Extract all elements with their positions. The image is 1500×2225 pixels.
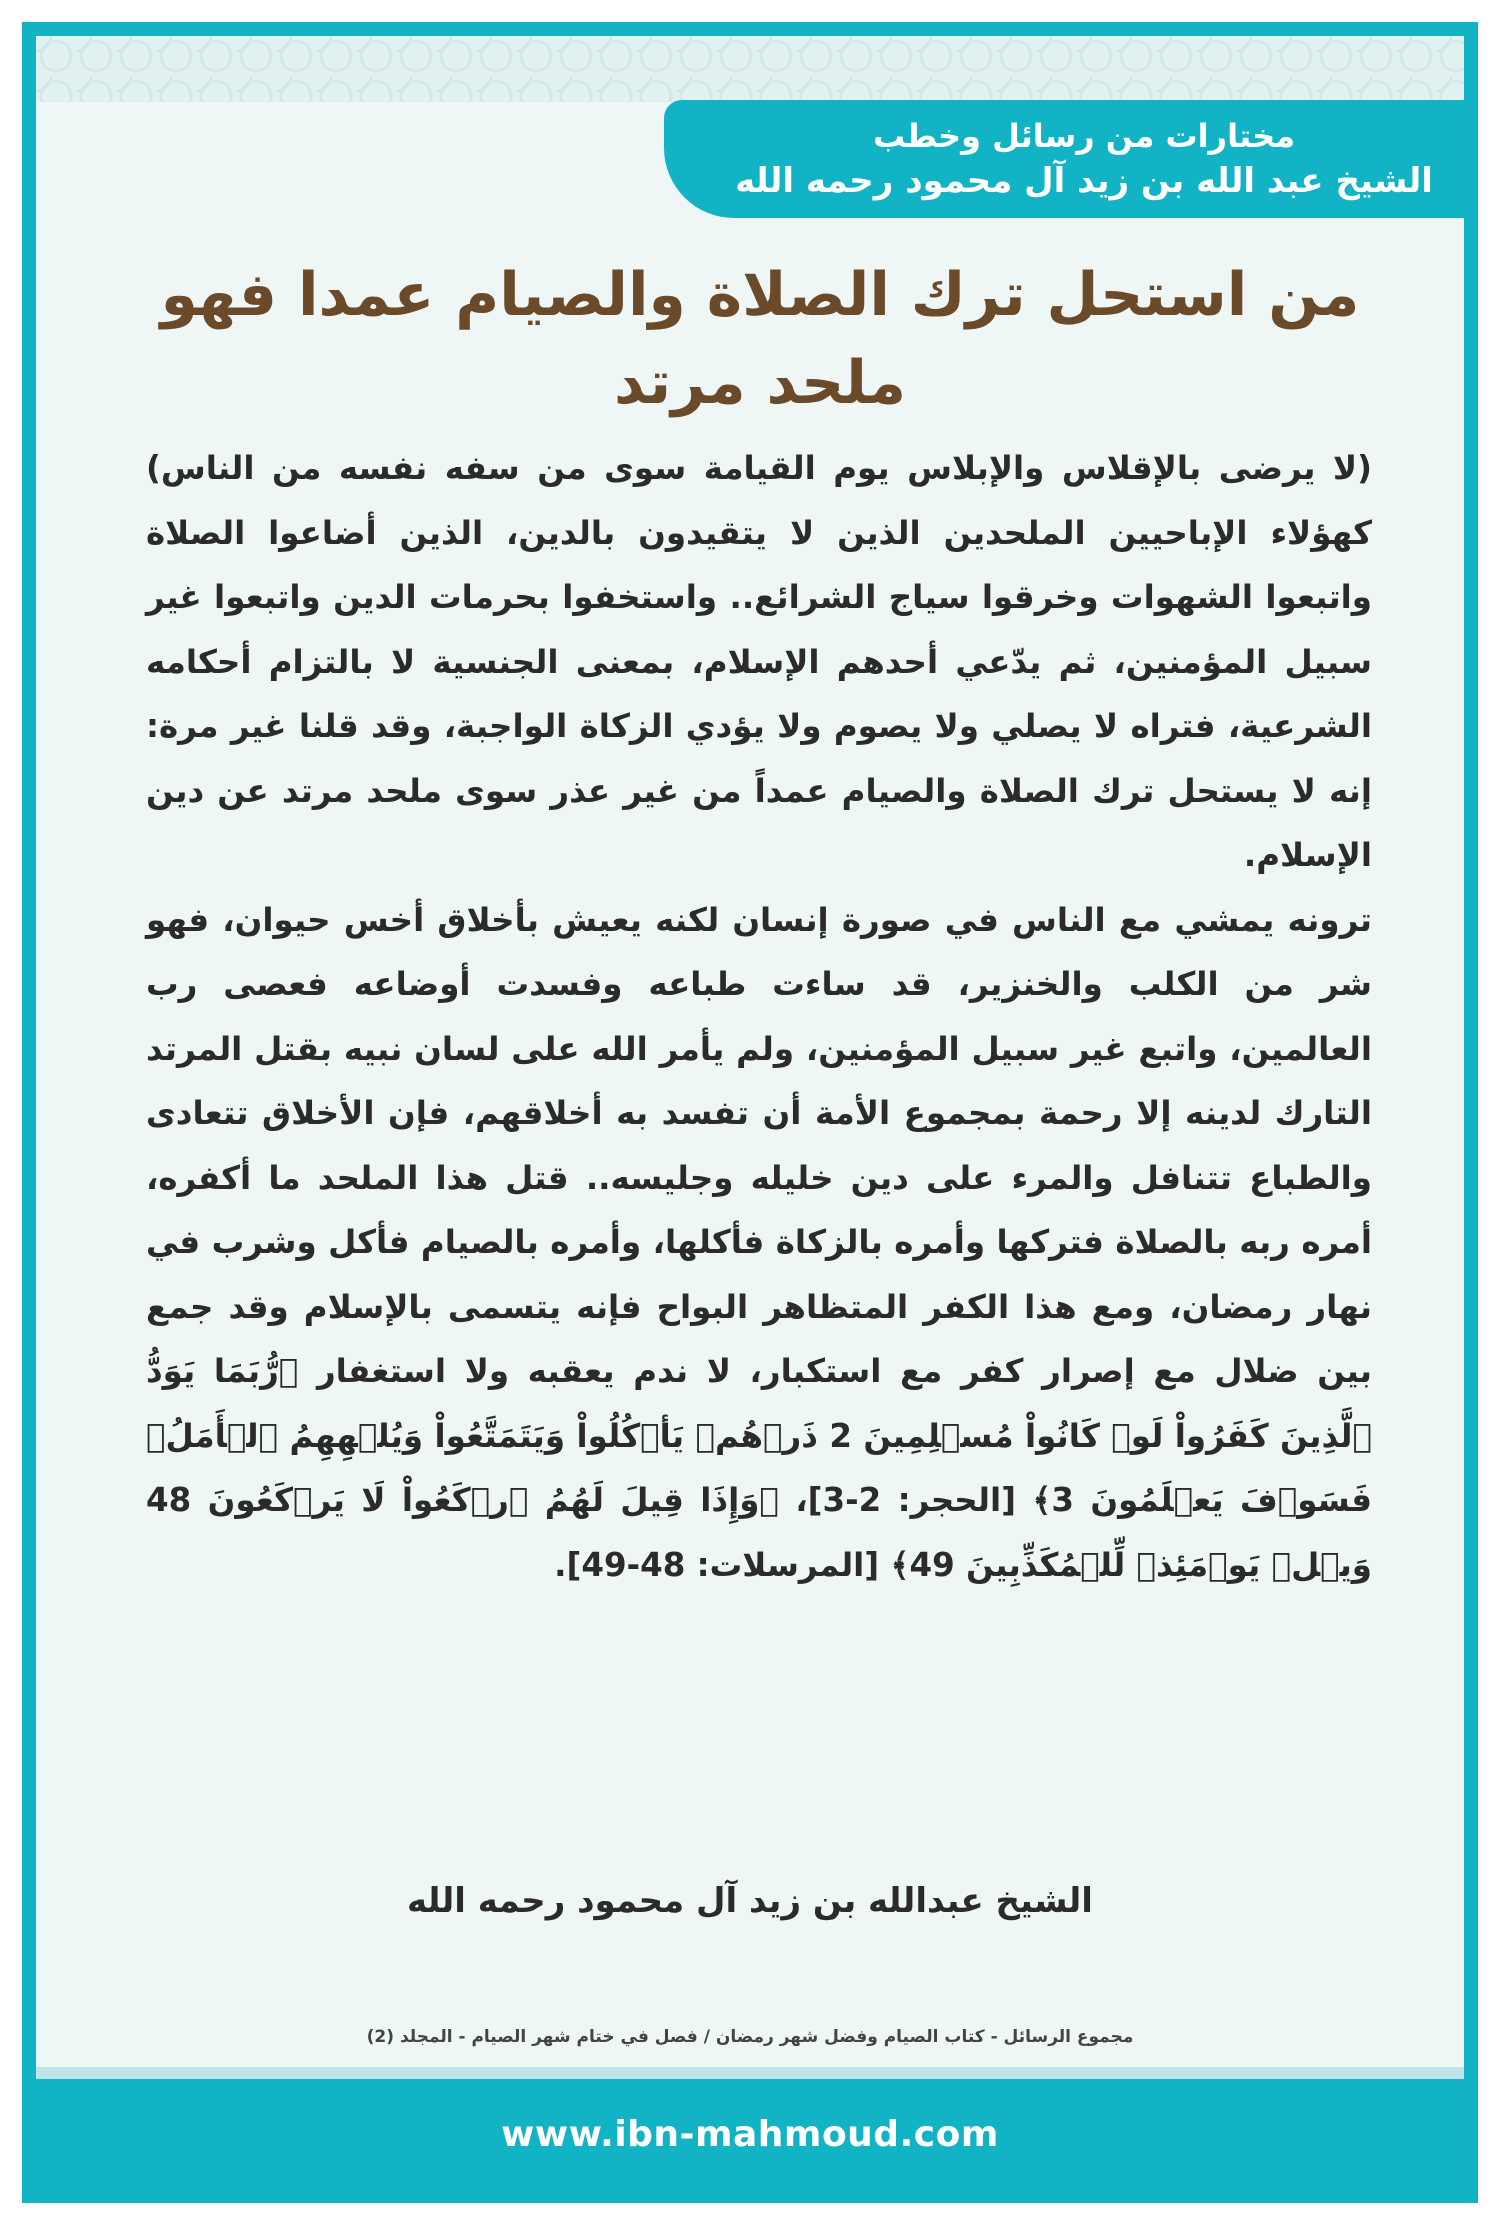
header-series-title: مختارات من رسائل وخطب [873,117,1296,155]
header-author-name: الشيخ عبد الله بن زيد آل محمود رحمه الله [735,161,1433,201]
decorative-pattern [36,36,1464,102]
header-banner [664,100,1464,218]
article-title: من استحل ترك الصلاة والصيام عمدا فهو ملحد مرتد [160,260,1360,418]
article-paragraph-2: ترونه يمشي مع الناس في صورة إنسان لكنه يعيش بأخلاق أخس حيوان، فهو شر من الكلب والخنزير، قد ساءت طباعه وفسدت أوضاعه فعصى رب العالمين، واتبع غير سبيل المؤمنين، ولم يأمر الله على لسان نبيه بقتل المرتد التارك لدينه إلا رحمة بمجموع الأمة أن تفسد به أخلاقهم، فإن الأخلاق تتعادى والطباع تتنافل والمرء على دين خليله وجليسه.. قتل هذا الملحد ما أكفره، أمره ربه بالصلاة فتركها وأمره بالزكاة فأكلها، وأمره بالصيام فأكل وشرب في نهار رمضان، ومع هذا الكفر المتظاهر البواح فإنه يتسمى بالإسلام وقد جمع بين ضلال مع إصرار كفر مع استكبار، لا ندم يعقبه ولا استغفار ﴿رُّبَمَا يَوَدُّ ٱلَّذِينَ كَفَرُواْ لَوۡ كَانُواْ مُسۡلِمِينَ 2 ذَرۡهُمۡ يَأۡكُلُواْ وَيَتَمَتَّعُواْ وَيُلۡهِهِمُ ٱلۡأَمَلُۖ فَسَوۡفَ يَعۡلَمُونَ 3﴾ [الحجر: 2-3]، ﴿وَإِذَا قِيلَ لَهُمُ ٱرۡكَعُواْ لَا يَرۡكَعُونَ 48 وَيۡلٞ يَوۡمَئِذٖ لِّلۡمُكَذِّبِينَ 49﴾ [المرسلات: 48-49]. [146,900,1372,1584]
article-paragraph-1: (لا يرضى بالإقلاس والإبلاس يوم القيامة سوى من سفه نفسه من الناس) كهؤلاء الإباحيين الملحدين الذين لا يتقيدون بالدين، الذين أضاعوا الصلاة واتبعوا الشهوات وخرقوا سياج الشرائع.. واستخفوا بحرمات الدين واتبعوا غير سبيل المؤمنين، ثم يدّعي أحدهم الإسلام، بمعنى الجنسية لا بالتزام أحكامه الشرعية، فتراه لا يصلي ولا يصوم ولا يؤدي الزكاة الواجبة، وقد قلنا غير مرة: إنه لا يستحل ترك الصلاة والصيام عمداً من غير عذر سوى ملحد مرتد عن دين الإسلام. [146,449,1372,874]
page-frame [22,22,1478,2203]
header-text [704,100,1464,218]
author-signature: الشيخ عبدالله بن زيد آل محمود رحمه الله [407,1881,1093,1921]
article-body [146,436,1372,1597]
website-link[interactable]: www.ibn-mahmoud.com [501,2113,999,2155]
footer-bar [36,2067,1464,2189]
source-reference: مجموع الرسائل - كتاب الصيام وفضل شهر رمضان / فصل في ختام شهر الصيام - المجلد (2) [366,2027,1134,2047]
